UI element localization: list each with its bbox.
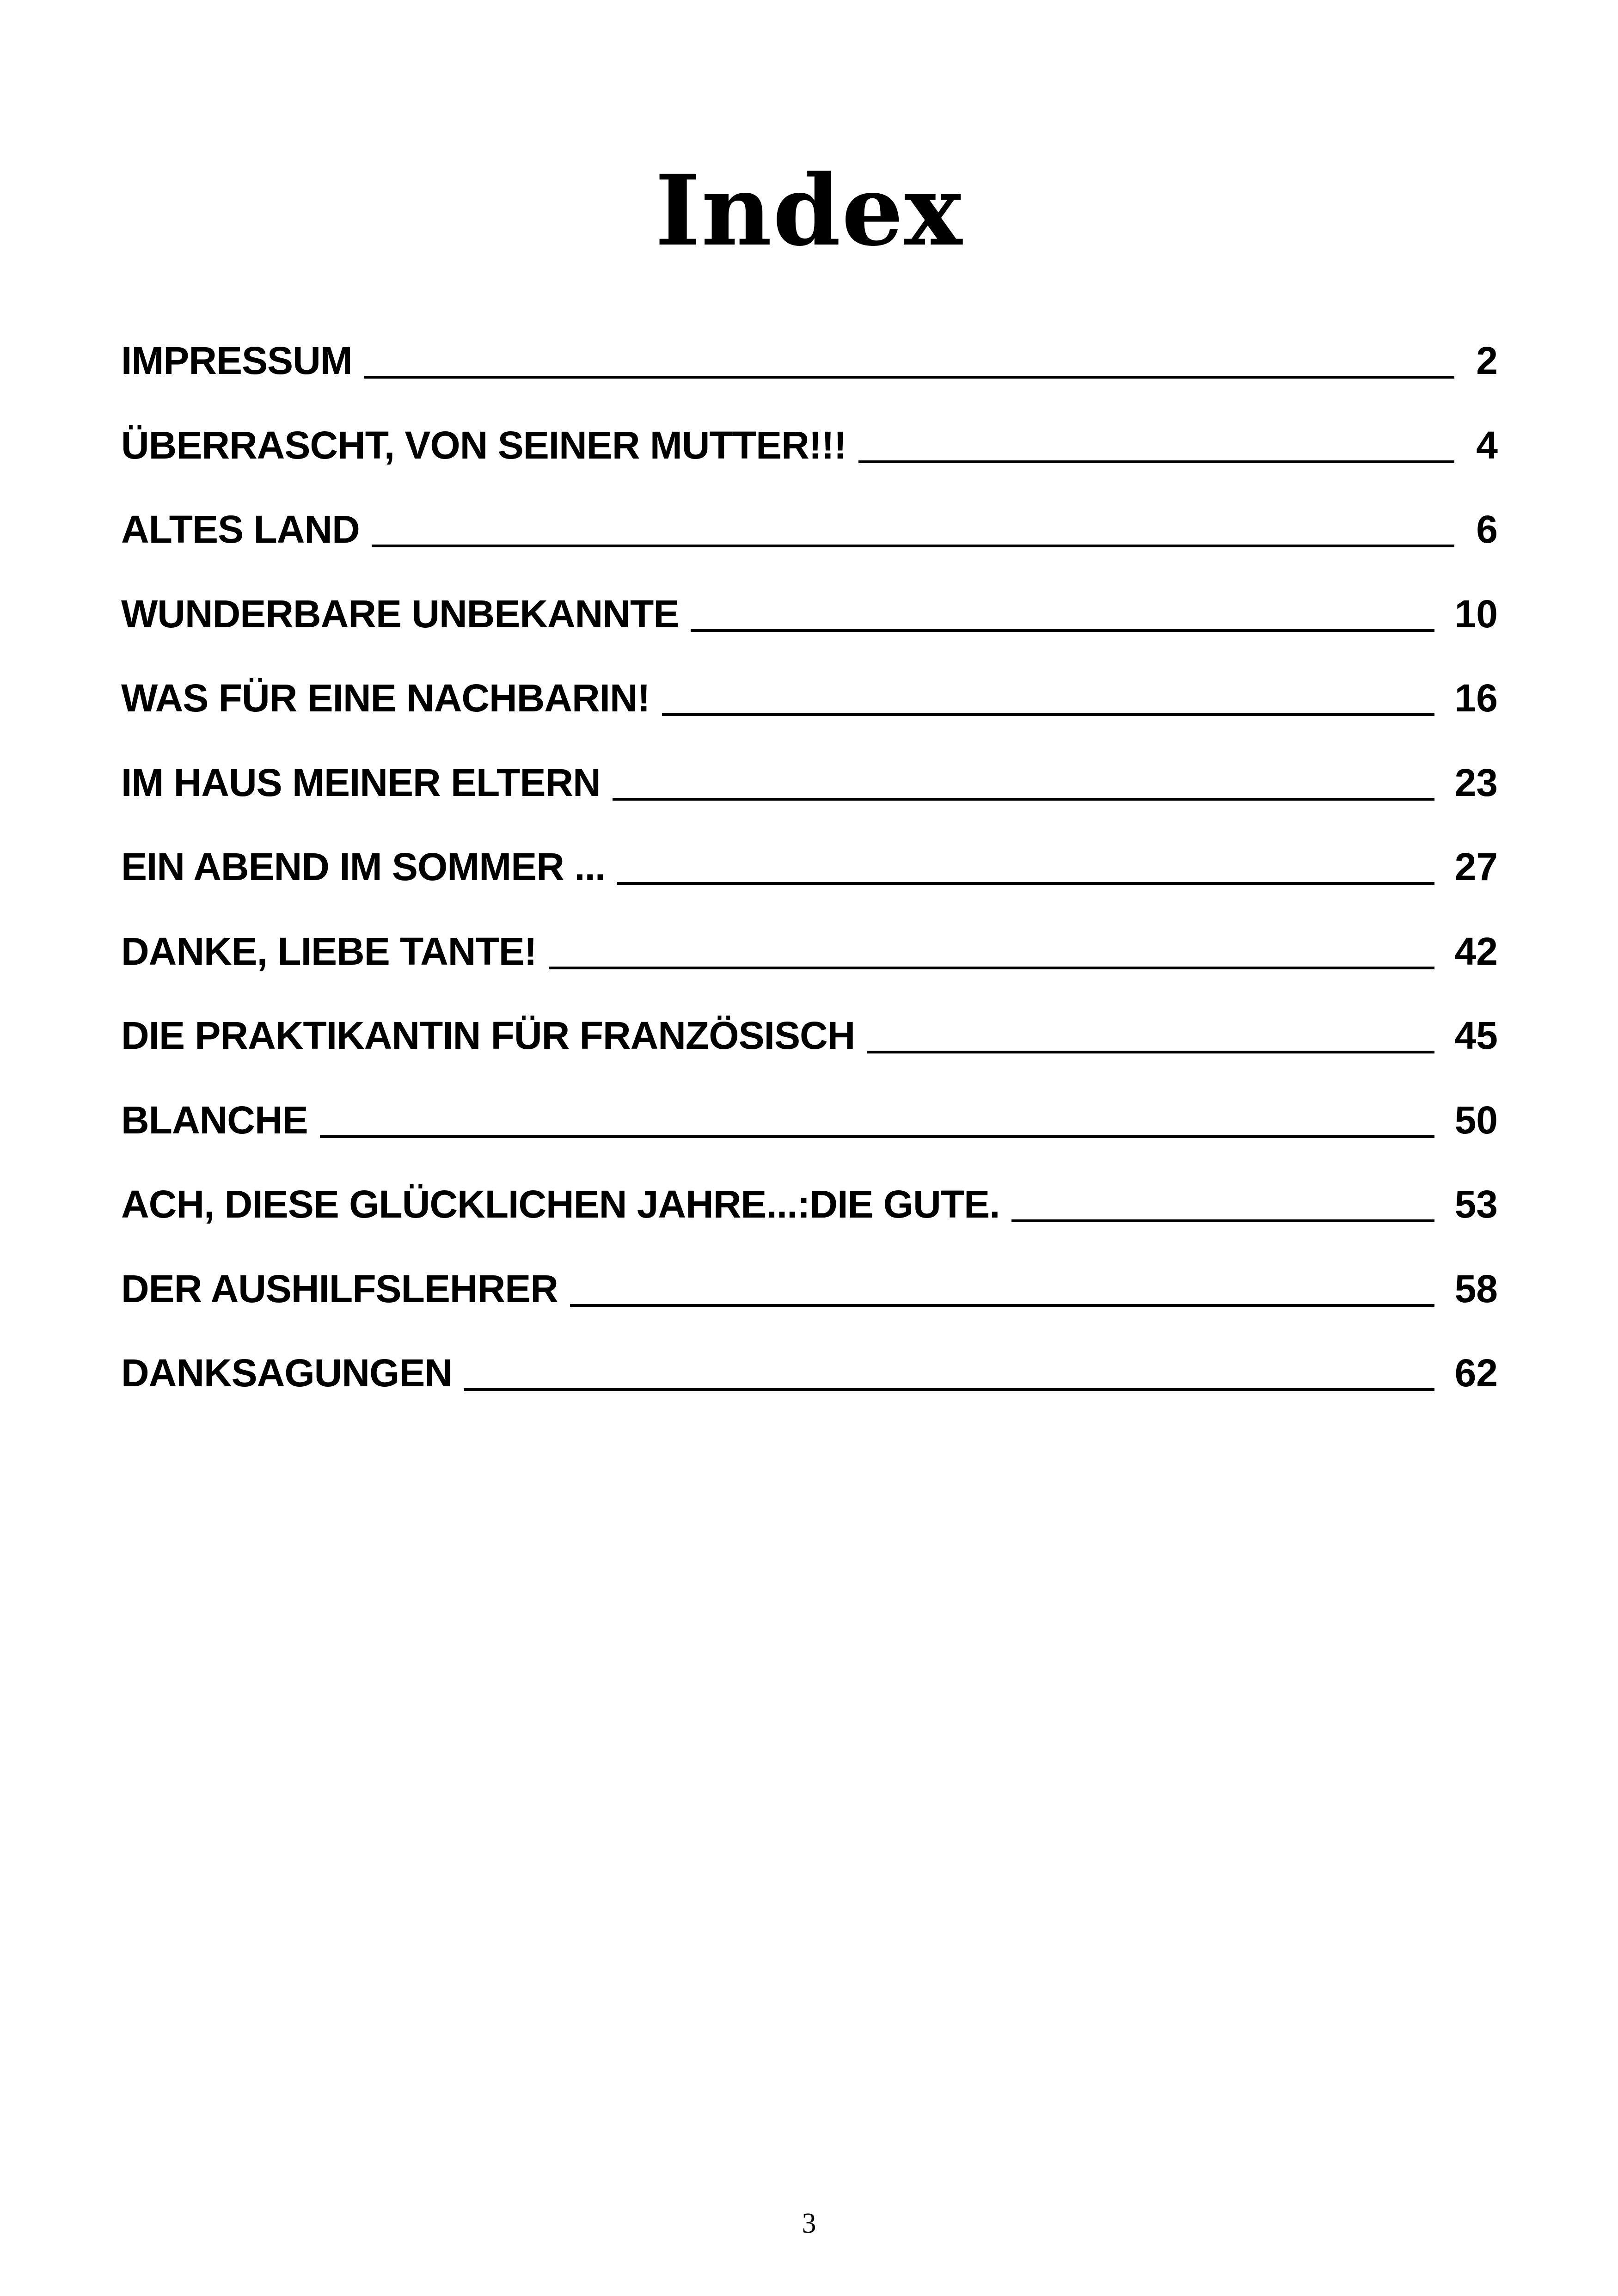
toc-entry (121, 924, 1498, 1008)
toc-entry (121, 1261, 1498, 1346)
toc-entry-title: ÜBERRASCHT, VON SEINER MUTTER!!! (121, 423, 846, 467)
toc-leader-line (464, 1388, 1434, 1391)
toc-entry (121, 586, 1498, 671)
toc-entry (121, 1008, 1498, 1092)
toc-entry-title: ACH, DIESE GLÜCKLICHEN JAHRE...:DIE GUTE. (121, 1182, 1000, 1226)
toc-entry (121, 1345, 1498, 1430)
toc-entry-page: 27 (1454, 845, 1498, 888)
toc-entry (121, 333, 1498, 417)
table-of-contents (121, 333, 1498, 1430)
toc-entry (121, 1092, 1498, 1177)
toc-leader-line (549, 967, 1434, 969)
toc-entry-page: 50 (1454, 1098, 1498, 1142)
toc-entry (121, 502, 1498, 586)
toc-entry-page: 4 (1476, 423, 1498, 467)
toc-leader-line (1011, 1219, 1434, 1222)
toc-leader-line (662, 713, 1434, 716)
toc-entry-page: 2 (1476, 339, 1498, 382)
toc-leader-line (364, 376, 1454, 379)
toc-entry-title: WUNDERBARE UNBEKANNTE (121, 592, 679, 636)
toc-entry-page: 23 (1454, 760, 1498, 804)
toc-entry-page: 6 (1476, 508, 1498, 551)
toc-entry-page: 10 (1454, 592, 1498, 636)
toc-entry-page: 45 (1454, 1014, 1498, 1057)
toc-entry (121, 1176, 1498, 1261)
toc-entry-title: EIN ABEND IM SOMMER ... (121, 845, 606, 888)
toc-entry (121, 839, 1498, 924)
toc-entry-title: DANKE, LIEBE TANTE! (121, 929, 537, 973)
toc-entry-title: IM HAUS MEINER ELTERN (121, 760, 601, 804)
toc-leader-line (570, 1304, 1434, 1307)
toc-entry-title: DANKSAGUNGEN (121, 1351, 453, 1395)
toc-entry-title: DIE PRAKTIKANTIN FÜR FRANZÖSISCH (121, 1014, 855, 1057)
toc-entry-title: BLANCHE (121, 1098, 308, 1142)
toc-leader-line (613, 798, 1434, 801)
page-title: Index (655, 153, 963, 268)
toc-entry-title: DER AUSHILFSLEHRER (121, 1267, 558, 1310)
toc-entry-title: IMPRESSUM (121, 339, 352, 382)
toc-entry-page: 58 (1454, 1267, 1498, 1310)
toc-leader-line (691, 629, 1434, 632)
toc-leader-line (320, 1135, 1434, 1138)
toc-entry-title: ALTES LAND (121, 508, 360, 551)
toc-entry-title: WAS FÜR EINE NACHBARIN! (121, 676, 650, 720)
toc-leader-line (372, 545, 1454, 547)
toc-leader-line (617, 882, 1434, 885)
toc-entry-page: 16 (1454, 676, 1498, 720)
toc-entry-page: 42 (1454, 929, 1498, 973)
toc-leader-line (867, 1051, 1434, 1053)
page-number: 3 (802, 2208, 816, 2239)
toc-leader-line (858, 460, 1454, 463)
toc-entry (121, 755, 1498, 839)
toc-entry (121, 670, 1498, 755)
toc-entry-page: 62 (1454, 1351, 1498, 1395)
toc-entry-page: 53 (1454, 1182, 1498, 1226)
toc-entry (121, 417, 1498, 502)
